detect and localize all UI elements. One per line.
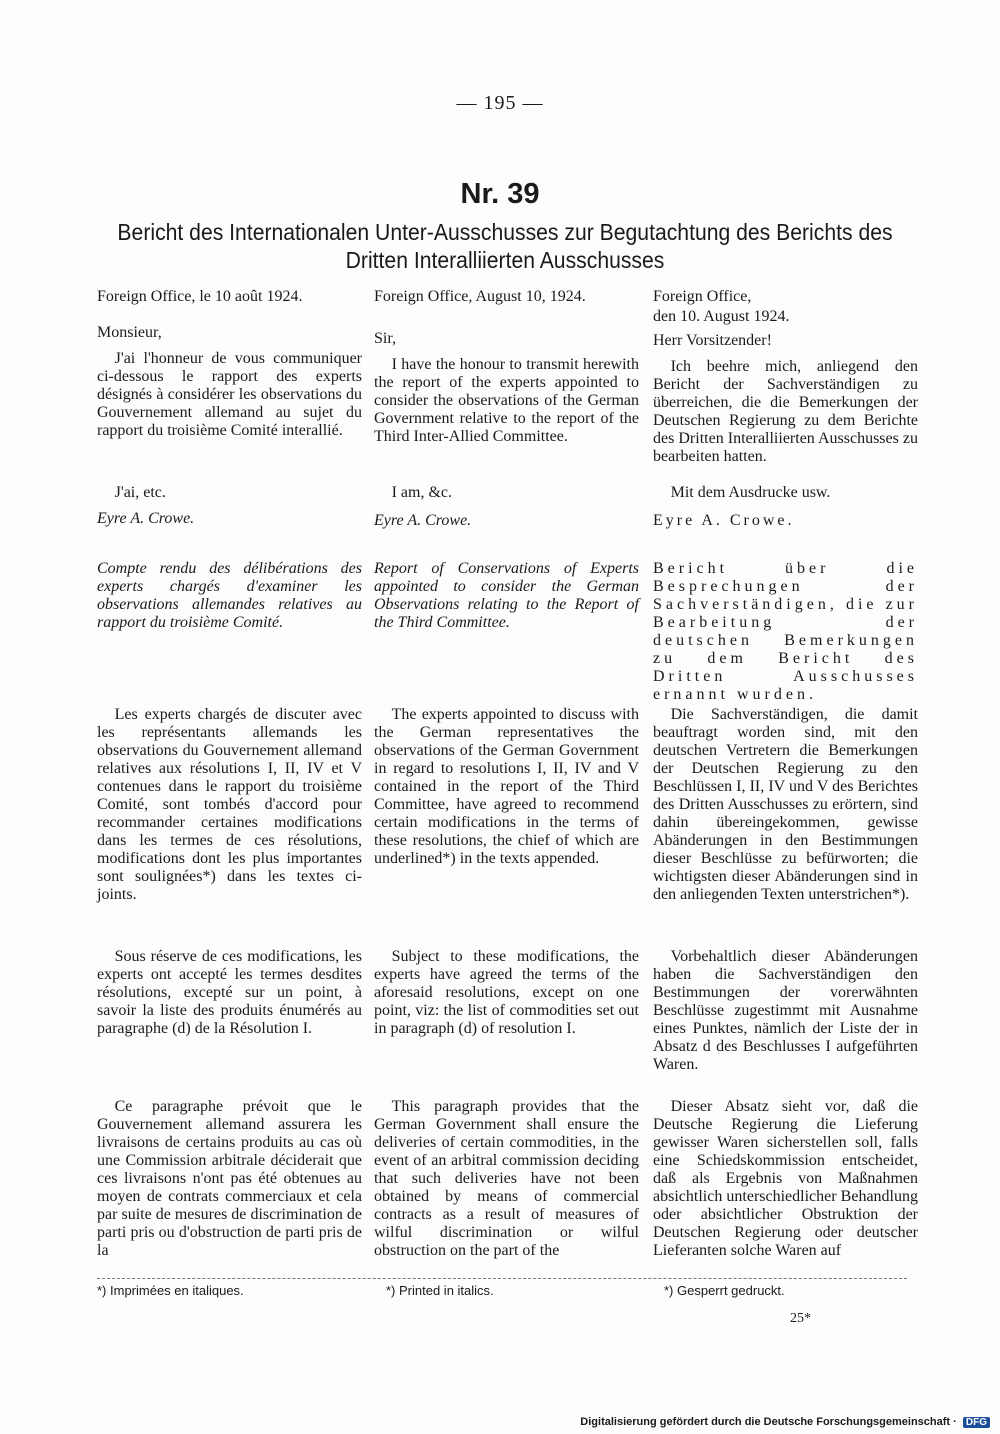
paragraph-2: Subject to these modifications, the experts have agreed the terms of the aforesaid resolutions, except on one point, viz: the list of commodities set out in paragraph (d) of resolution I.	[374, 948, 639, 1037]
document-number: Nr. 39	[460, 178, 540, 210]
salutation: Herr Vorsitzender!	[653, 332, 772, 349]
salutation: Sir,	[374, 330, 397, 347]
footnote-en: *) Printed in italics.	[386, 1283, 494, 1298]
letter-date: Foreign Office, August 10, 1924.	[374, 288, 586, 305]
sheet-signature-mark: 25*	[790, 1311, 811, 1326]
letter-body: J'ai l'honneur de vous communiquer ci-dessous le rapport des experts désignés à considérer les observations du Gouvernement allemand au sujet du rapport du troisième Comité interallié.	[97, 350, 362, 439]
letter-date-line-2: den 10. August 1924.	[653, 308, 790, 325]
letter-date-line-1: Foreign Office,	[653, 288, 752, 305]
paragraph-2: Sous réserve de ces modifications, les experts ont accepté les termes desdites résolutions, excepté sur un point, à savoir la liste des produits énumérés au paragraphe (d) de la Résolution I.	[97, 948, 362, 1037]
salutation: Monsieur,	[97, 324, 162, 341]
signature: Eyre A. Crowe.	[97, 510, 195, 527]
paragraph-1: Les experts chargés de discuter avec les représentants allemands les observations du Gouvernement allemand relatives aux résolutions I, II, IV et V contenues dans le rapport du troisième Comité, sont tombés d'accord pour recommander certaines modifications dans les termes de ces résolutions, modifications dont les plus importantes sont soulignées*) dans les textes ci-joints.	[97, 706, 362, 903]
letter-body: Ich beehre mich, anliegend den Bericht der Sachverständigen zu überreichen, die die Bemerkungen der Deutschen Regierung zu dem Berichte des Dritten Interalliierten Ausschusses zu bearbeiten hatten.	[653, 358, 918, 465]
dfg-logo: DFG	[963, 1417, 990, 1428]
footnote-divider	[97, 1278, 907, 1279]
paragraph-3: Dieser Absatz sieht vor, daß die Deutsche Regierung die Lieferung gewisser Waren sicherstellen soll, falls eine Schiedskommission entscheidet, daß als Ergebnis von Maßnahmen absichtlich unterschiedlicher Behandlung oder absichtlicher Obstruktion der Deutschen Regierung oder deutscher Lieferanten solche Waren auf	[653, 1098, 918, 1259]
page-number: — 195 —	[456, 92, 544, 114]
paragraph-2: Vorbehaltlich dieser Abänderungen haben die Sachverständigen den Bestimmungen der vorerwähnten Beschlüsse zugestimmt mit Ausnahme eines Punktes, nämlich der Liste der in Absatz d des Beschlusses I aufgeführten Waren.	[653, 948, 918, 1073]
footnote-fr: *) Imprimées en italiques.	[97, 1283, 244, 1298]
digitization-credit: Digitalisierung gefördert durch die Deutsche Forschungsgemeinschaft · DFG	[580, 1416, 990, 1428]
letter-closing: Mit dem Ausdrucke usw.	[670, 484, 831, 501]
section-heading: Bericht über die Besprechungen der Sachverständigen, die zur Bearbeitung der deutschen Bemerkungen zu dem Bericht des Dritten Ausschusses ernannt wurden.	[653, 560, 918, 703]
title-line-2: Dritten Interalliierten Ausschusses	[345, 247, 665, 273]
footnote-de: *) Gesperrt gedruckt.	[664, 1283, 785, 1298]
letter-date: Foreign Office, le 10 août 1924.	[97, 288, 303, 305]
document-title	[105, 218, 905, 274]
letter-closing: I am, &c.	[391, 484, 453, 501]
paragraph-3: This paragraph provides that the German Government shall ensure the deliveries of certain commodities, in the event of an arbitral commission deciding that such deliveries have not been obtained by means of commercial contracts as a result of measures of wilful discrimination or wilful obstruction on the part of the	[374, 1098, 639, 1259]
letter-body: I have the honour to transmit herewith the report of the experts appointed to consider the observations of the German Government relative to the report of the Third Inter-Allied Committee.	[374, 356, 639, 445]
paragraph-1: The experts appointed to discuss with the German representatives the observations of the German Government in regard to resolutions I, II, IV and V contained in the report of the Third Committee, have agreed to recommend certain modifications in the terms of these resolutions, the chief of which are underlined*) in the texts appended.	[374, 706, 639, 867]
signature: Eyre A. Crowe.	[653, 512, 795, 529]
paragraph-3: Ce paragraphe prévoit que le Gouvernement allemand assurera les livraisons de certains produits au cas où une Commission arbitrale déciderait que ces livraisons n'ont pas été obtenues au moyen de contrats commerciaux et cela par suite de mesures de discrimination de parti pris ou d'obstruction de parti pris de la	[97, 1098, 362, 1259]
credit-text: Digitalisierung gefördert durch die Deutsche Forschungsgemeinschaft	[580, 1416, 951, 1428]
letter-closing: J'ai, etc.	[114, 484, 166, 501]
paragraph-1: Die Sachverständigen, die damit beauftragt worden sind, mit den deutschen Vertretern die Bemerkungen der Deutschen Regierung zu den Beschlüssen I, II, IV und V des Berichtes des Dritten Ausschusses zu erörtern, sind dahin übereingekommen, gewisse Abänderungen in den Bestimmungen dieser Beschlüsse zu befürworten; die wichtigsten dieser Abänderungen sind in den anliegenden Texten unterstrichen*).	[653, 706, 918, 903]
section-heading: Compte rendu des délibérations des experts chargés d'examiner les observations allemandes relatives au rapport du troisième Comité.	[97, 560, 362, 631]
section-heading: Report of Conservations of Experts appointed to consider the German Observations relating to the Report of the Third Committee.	[374, 560, 639, 631]
signature: Eyre A. Crowe.	[374, 512, 472, 529]
title-line-1: Bericht des Internationalen Unter-Ausschusses zur Begutachtung des Berichts des	[117, 219, 893, 245]
